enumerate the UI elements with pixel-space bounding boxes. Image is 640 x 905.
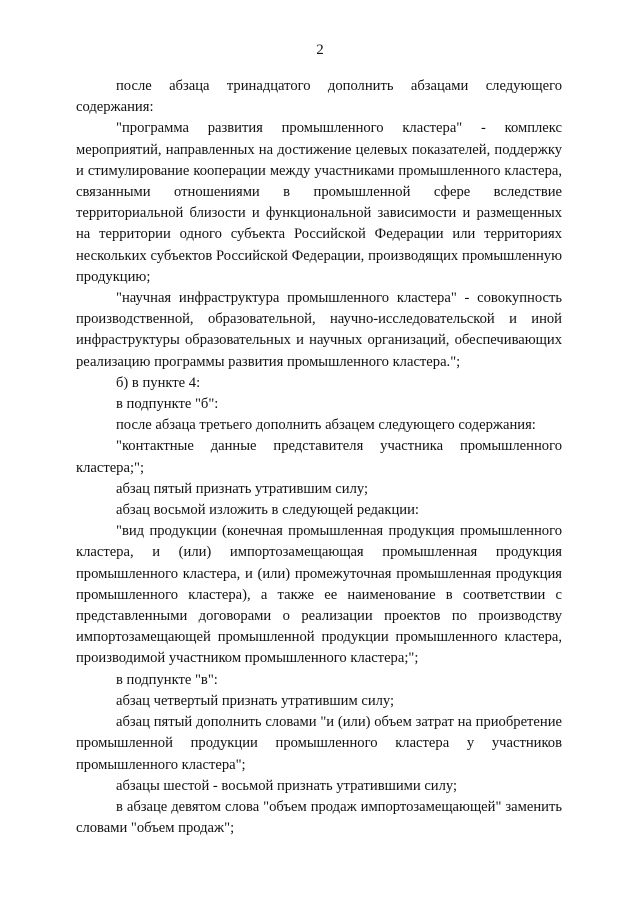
paragraph: б) в пункте 4:	[116, 374, 201, 391]
paragraph: в подпункте "в":	[116, 671, 218, 688]
paragraph: "программа развития промышленного кластера" - комплекс мероприятий, направленных на достижение целевых показателей, поддержку и стимулирование кооперации между участниками промышленного кластера, связанными отношениями в промышленной сфере вследствие территориальной близости и функциональной зависимости и размещенных на территории одного субъекта Российской Федерации или территориях нескольких субъектов Российской Федерации, производящих промышленную продукцию;	[76, 120, 562, 285]
paragraph: в подпункте "б":	[116, 396, 219, 413]
paragraph: после абзаца третьего дополнить абзацем следующего содержания:	[116, 417, 536, 434]
paragraph: абзац пятый признать утратившим силу;	[116, 480, 369, 497]
paragraph: "контактные данные представителя участника промышленного кластера;";	[76, 438, 562, 476]
paragraph: абзацы шестой - восьмой признать утратившими силу;	[116, 777, 458, 794]
document-body	[76, 76, 562, 839]
paragraph: "научная инфраструктура промышленного кластера" - совокупность производственной, образовательной, научно-исследовательской и иной инфраструктуры образовательных и научных организаций, обеспечивающих реализацию программы развития промышленного кластера.";	[76, 290, 562, 370]
paragraph: после абзаца тринадцатого дополнить абзацами следующего содержания:	[76, 78, 562, 116]
page-number: 2	[316, 42, 324, 58]
paragraph: "вид продукции (конечная промышленная продукция промышленного кластера, и (или) импортозамещающая промышленная продукция промышленного кластера, и (или) промежуточная промышленная продукция промышленного кластера), а также ее наименование в соответствии с представленными договорами о реализации проектов по производству импортозамещающей промышленной продукции промышленного кластера, производимой участником промышленного кластера;";	[76, 523, 562, 667]
paragraph: в абзаце девятом слова "объем продаж импортозамещающей" заменить словами "объем продаж";	[76, 798, 562, 837]
paragraph: абзац пятый дополнить словами "и (или) объем затрат на приобретение промышленной продукции промышленного кластера у участников промышленного кластера";	[76, 714, 562, 773]
paragraph: абзац четвертый признать утратившим силу;	[116, 692, 395, 709]
paragraph: абзац восьмой изложить в следующей редакции:	[116, 502, 419, 519]
